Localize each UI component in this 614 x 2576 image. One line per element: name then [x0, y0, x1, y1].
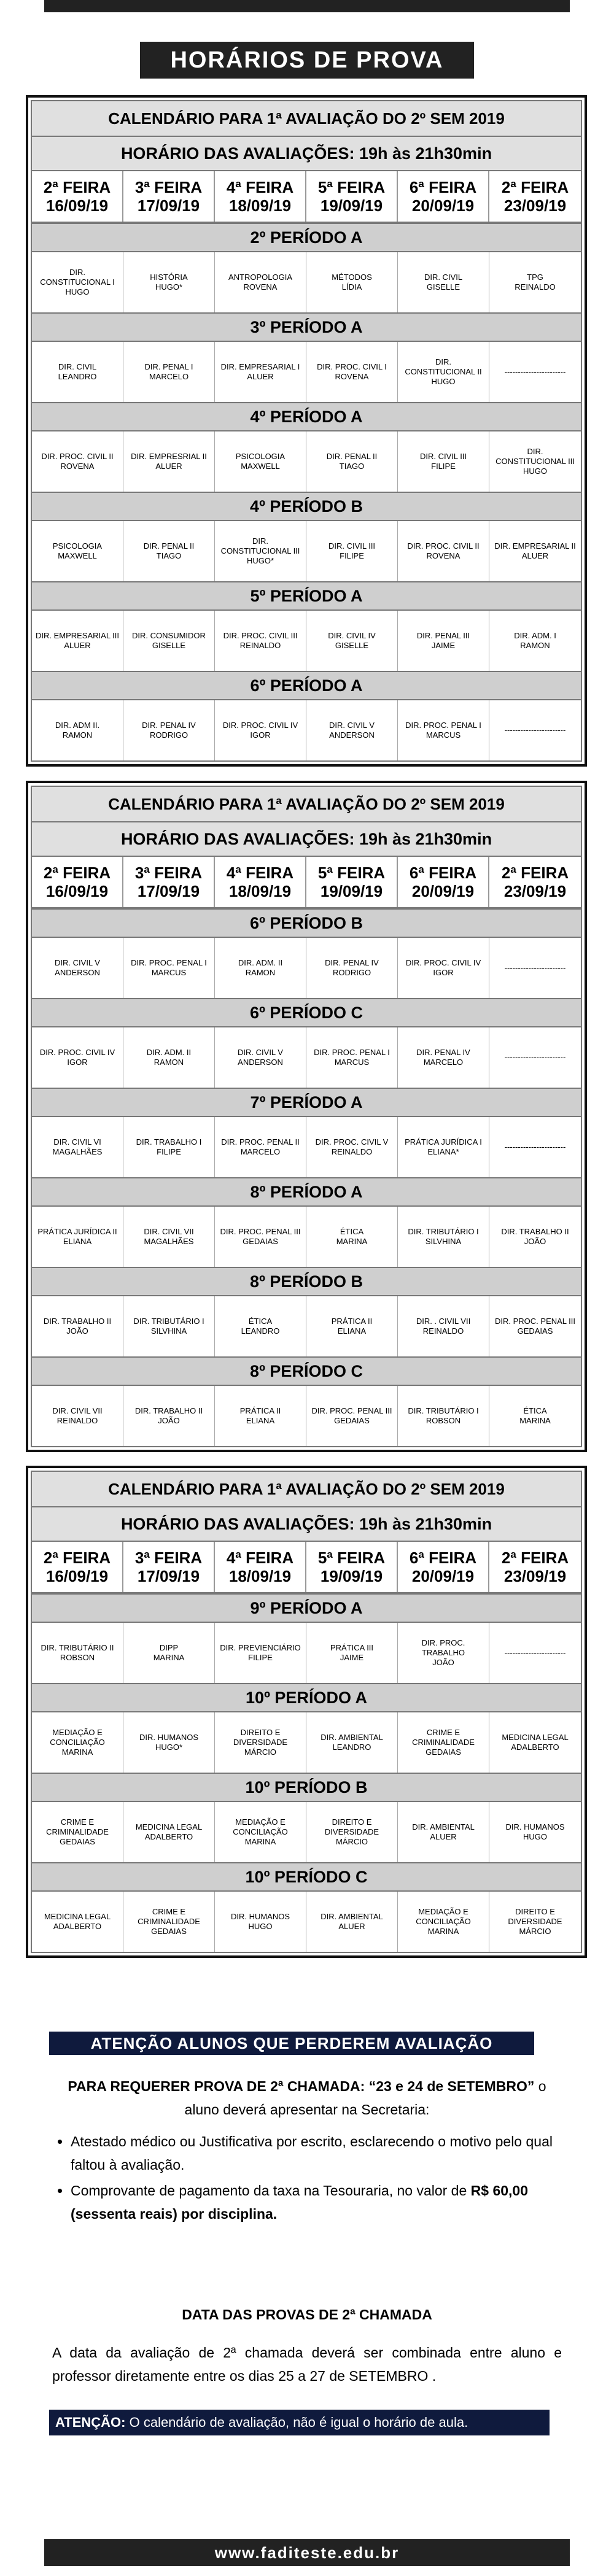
period-header: 4º PERÍODO B: [32, 492, 581, 521]
weekday-name: 3ª FEIRA: [134, 864, 203, 882]
period-header: 8º PERÍODO C: [32, 1356, 581, 1386]
weekday-header: [123, 171, 215, 222]
weekday-header: [306, 171, 398, 222]
exam-cell: PSICOLOGIA MAXWELL: [215, 431, 306, 492]
weekday-name: 4ª FEIRA: [226, 1549, 294, 1567]
weekday-header-row: [32, 171, 581, 223]
exam-cell: ANTROPOLOGIA ROVENA: [215, 252, 306, 312]
exam-cell: -----------------------: [504, 367, 566, 376]
period-header: 3º PERÍODO A: [32, 312, 581, 342]
weekday-header: [398, 1542, 489, 1592]
exam-cell: DIREITO E DIVERSIDADE MÁRCIO: [508, 1907, 562, 1936]
weekday-header: [32, 1542, 123, 1592]
weekday-name: 2ª FEIRA: [501, 1549, 569, 1567]
calendar-2: [26, 781, 587, 1452]
exam-cell: CRIME E CRIMINALIDADE GEDAIAS: [398, 1712, 489, 1773]
calendar-1: [26, 95, 587, 767]
exam-cell: DIREITO E DIVERSIDADE MÁRCIO: [306, 1802, 398, 1862]
requirement-item: [71, 2179, 562, 2226]
exam-cell: DIR. CIVIL V ANDERSON: [32, 938, 123, 998]
weekday-date: 19/09/19: [320, 196, 383, 215]
exam-row: [32, 1802, 581, 1862]
exam-cell: DIR. CONSTITUCIONAL II HUGO: [398, 342, 489, 402]
weekday-name: 6ª FEIRA: [409, 1549, 477, 1567]
weekday-name: 5ª FEIRA: [317, 864, 386, 882]
period-header: 5º PERÍODO A: [32, 581, 581, 611]
weekday-date: 20/09/19: [411, 1567, 475, 1585]
weekday-date: 16/09/19: [45, 196, 109, 215]
weekday-name: 3ª FEIRA: [134, 178, 203, 196]
exam-cell: DIR. CONSTITUCIONAL III HUGO: [495, 447, 575, 476]
weekday-date: 19/09/19: [320, 1567, 383, 1585]
exam-cell: DIR. CONSTITUCIONAL III HUGO*: [215, 521, 306, 581]
calendar-title: CALENDÁRIO PARA 1ª AVALIAÇÃO DO 2º SEM 2019: [32, 101, 581, 137]
exam-cell: DIR. PENAL I MARCELO: [123, 342, 215, 402]
exam-cell: DIR. PROC. CIVIL I ROVENA: [306, 342, 398, 402]
exam-cell: CRIME E CRIMINALIDADE GEDAIAS: [123, 1892, 215, 1952]
exam-cell: DIR. CIVIL III FILIPE: [398, 431, 489, 492]
weekday-name: 2ª FEIRA: [501, 864, 569, 882]
weekday-header: [123, 1542, 215, 1592]
exam-cell: DIR. PROC. CIVIL IV IGOR: [398, 938, 489, 998]
exam-cell: DIR. TRABALHO II JOÃO: [501, 1227, 569, 1246]
exam-cell: DIR. PROC. CIVIL IV IGOR: [215, 700, 306, 760]
weekday-header: [489, 857, 581, 907]
exam-cell: ÉTICA LEANDRO: [215, 1296, 306, 1356]
period-header: 10º PERÍODO B: [32, 1773, 581, 1802]
exam-cell: MEDIAÇÃO E CONCILIAÇÃO MARINA: [398, 1892, 489, 1952]
exam-cell: DIR. CIVIL V ANDERSON: [215, 1027, 306, 1088]
exam-cell: PRÁTICA JURÍDICA I ELIANA*: [398, 1117, 489, 1177]
period-header: 8º PERÍODO B: [32, 1267, 581, 1296]
weekday-name: 4ª FEIRA: [226, 864, 294, 882]
exam-cell: DIR. TRABALHO II JOÃO: [32, 1296, 123, 1356]
weekday-name: 2ª FEIRA: [501, 178, 569, 196]
weekday-name: 2ª FEIRA: [43, 864, 111, 882]
attention-banner: [49, 2410, 550, 2435]
exam-row: [32, 342, 581, 402]
weekday-name: 4ª FEIRA: [226, 178, 294, 196]
weekday-date: 18/09/19: [228, 882, 292, 900]
exam-row: [32, 431, 581, 492]
exam-row: [32, 1207, 581, 1267]
period-header: 4º PERÍODO A: [32, 402, 581, 431]
exam-cell: DIR. AMBIENTAL LEANDRO: [306, 1712, 398, 1773]
calendar-inner: [31, 1471, 582, 1953]
exam-cell: DIR. PROC. CIVIL V REINALDO: [306, 1117, 398, 1177]
weekday-date: 17/09/19: [137, 196, 200, 215]
exam-cell: DIR. AMBIENTAL ALUER: [306, 1892, 398, 1952]
calendar-inner: [31, 786, 582, 1447]
exam-cell: DIR. PENAL II TIAGO: [123, 521, 215, 581]
exam-row: [32, 1712, 581, 1773]
weekday-header: [306, 1542, 398, 1592]
exam-row: [32, 611, 581, 671]
fee-amount: R$ 60,00 (sessenta reais) por disciplina.: [71, 2183, 529, 2222]
exam-cell: DIR. PENAL III JAIME: [398, 611, 489, 671]
exam-cell: DIR. CIVIL VII MAGALHÃES: [123, 1207, 215, 1267]
requirement-item: [71, 2130, 562, 2176]
period-header: 9º PERÍODO A: [32, 1593, 581, 1623]
weekday-date: 18/09/19: [228, 1567, 292, 1585]
exam-cell: TPG REINALDO: [515, 273, 556, 292]
period-header: 10º PERÍODO A: [32, 1683, 581, 1712]
exam-row: [32, 1623, 581, 1683]
exam-cell: DIR. TRABALHO II JOÃO: [123, 1386, 215, 1446]
exam-row: [32, 252, 581, 312]
period-header: 2º PERÍODO A: [32, 223, 581, 252]
exam-cell: PRÁTICA JURÍDICA II ELIANA: [32, 1207, 123, 1267]
exam-cell: DIR. CIVIL LEANDRO: [32, 342, 123, 402]
weekday-date: 20/09/19: [411, 882, 475, 900]
weekday-date: 16/09/19: [45, 882, 109, 900]
weekday-header: [489, 171, 581, 222]
exam-cell: CRIME E CRIMINALIDADE GEDAIAS: [32, 1802, 123, 1862]
exam-cell: MEDICINA LEGAL ADALBERTO: [32, 1892, 123, 1952]
exam-cell: DIR. HUMANOS HUGO*: [123, 1712, 215, 1773]
exam-cell: ÉTICA MARINA: [306, 1207, 398, 1267]
exam-cell: PRÁTICA II ELIANA: [306, 1296, 398, 1356]
exam-cell: DIR. PROC. PENAL III GEDAIAS: [306, 1386, 398, 1446]
weekday-date: 19/09/19: [320, 882, 383, 900]
exam-cell: DIR. ADM II. RAMON: [32, 700, 123, 760]
calendar-3: [26, 1466, 587, 1958]
page-title: HORÁRIOS DE PROVA: [140, 42, 474, 79]
weekday-header-row: [32, 1542, 581, 1593]
weekday-date: 16/09/19: [45, 1567, 109, 1585]
weekday-header: [215, 1542, 306, 1592]
weekday-name: 6ª FEIRA: [409, 864, 477, 882]
exam-cell: -----------------------: [504, 725, 566, 735]
exam-cell: DIR. PENAL IV MARCELO: [398, 1027, 489, 1088]
request-dates: PARA REQUERER PROVA DE 2ª CHAMADA: “23 e 24 de SETEMBRO”: [68, 2078, 535, 2094]
weekday-date: 23/09/19: [503, 196, 567, 215]
exam-cell: MEDICINA LEGAL ADALBERTO: [123, 1802, 215, 1862]
exam-cell: -----------------------: [504, 1142, 566, 1151]
exam-cell: DIR. EMPRESARIAL II ALUER: [494, 541, 576, 560]
exam-cell: DIR. PROC. PENAL I MARCUS: [123, 938, 215, 998]
weekday-name: 2ª FEIRA: [43, 1549, 111, 1567]
exam-row: [32, 938, 581, 998]
weekday-name: 5ª FEIRA: [317, 1549, 386, 1567]
calendar-inner: [31, 100, 582, 762]
period-header: 7º PERÍODO A: [32, 1088, 581, 1117]
exam-cell: MEDICINA LEGAL ADALBERTO: [502, 1733, 569, 1752]
calendar-hours: HORÁRIO DAS AVALIAÇÕES: 19h às 21h30min: [32, 822, 581, 857]
exam-cell: DIR. PROC. PENAL III GEDAIAS: [215, 1207, 306, 1267]
second-call-heading: DATA DAS PROVAS DE 2ª CHAMADA: [182, 2307, 432, 2323]
exam-cell: -----------------------: [504, 963, 566, 972]
notice-heading: ATENÇÃO ALUNOS QUE PERDEREM AVALIAÇÃO: [49, 2032, 534, 2055]
request-text: o aluno deverá apresentar na Secretaria:: [184, 2078, 546, 2118]
weekday-header: [489, 1542, 581, 1592]
exam-cell: DIR. PREVIENCIÁRIO FILIPE: [215, 1623, 306, 1683]
exam-cell: DIR. TRIBUTÁRIO I ROBSON: [398, 1386, 489, 1446]
exam-cell: DIR. PROC. PENAL III GEDAIAS: [495, 1317, 575, 1336]
weekday-header: [215, 171, 306, 222]
weekday-name: 2ª FEIRA: [43, 178, 111, 196]
exam-cell: DIPP MARINA: [123, 1623, 215, 1683]
period-header: 6º PERÍODO B: [32, 908, 581, 938]
exam-cell: PRÁTICA II ELIANA: [215, 1386, 306, 1446]
exam-cell: ÉTICA MARINA: [519, 1406, 551, 1425]
exam-cell: MEDIAÇÃO E CONCILIAÇÃO MARINA: [215, 1802, 306, 1862]
exam-row: [32, 521, 581, 581]
exam-cell: DIR. PROC. CIVIL II ROVENA: [398, 521, 489, 581]
exam-cell: DIR. PENAL IV RODRIGO: [306, 938, 398, 998]
period-header: 6º PERÍODO A: [32, 671, 581, 700]
footer-url: www.faditeste.edu.br: [44, 2539, 570, 2566]
exam-cell: DIR. ADM. I RAMON: [514, 631, 556, 650]
period-header: 8º PERÍODO A: [32, 1177, 581, 1207]
exam-cell: DIR. EMPRESARIAL III ALUER: [32, 611, 123, 671]
requirements-list: [52, 2130, 562, 2228]
exam-cell: DIR. ADM. II RAMON: [215, 938, 306, 998]
weekday-name: 5ª FEIRA: [317, 178, 386, 196]
exam-cell: MEDIAÇÃO E CONCILIAÇÃO MARINA: [32, 1712, 123, 1773]
exam-cell: MÉTODOS LÍDIA: [306, 252, 398, 312]
weekday-header: [398, 857, 489, 907]
exam-cell: DIR. CIVIL VII REINALDO: [32, 1386, 123, 1446]
exam-cell: DIR. HUMANOS HUGO: [215, 1892, 306, 1952]
exam-cell: DIR. CONSTITUCIONAL I HUGO: [32, 252, 123, 312]
weekday-header: [32, 171, 123, 222]
exam-cell: -----------------------: [504, 1053, 566, 1062]
calendar-hours: HORÁRIO DAS AVALIAÇÕES: 19h às 21h30min: [32, 1507, 581, 1542]
exam-cell: DIR. PENAL II TIAGO: [306, 431, 398, 492]
exam-cell: DIR. CONSUMIDOR GISELLE: [123, 611, 215, 671]
attention-text: O calendário de avaliação, não é igual o horário de aula.: [129, 2415, 468, 2430]
exam-row: [32, 1892, 581, 1952]
exam-cell: DIR. HUMANOS HUGO: [505, 1822, 565, 1841]
exam-cell: DIR. PROC. TRABALHO JOÃO: [398, 1623, 489, 1683]
exam-cell: DIR. . CIVIL VII REINALDO: [398, 1296, 489, 1356]
period-header: 10º PERÍODO C: [32, 1862, 581, 1892]
exam-cell: DIR. TRABALHO I FILIPE: [123, 1117, 215, 1177]
weekday-header: [398, 171, 489, 222]
weekday-header: [123, 857, 215, 907]
exam-row: [32, 1386, 581, 1446]
request-paragraph: [52, 2075, 562, 2121]
exam-cell: HISTÓRIA HUGO*: [123, 252, 215, 312]
exam-cell: DIR. PROC. PENAL I MARCUS: [398, 700, 489, 760]
exam-cell: DIR. TRIBUTÁRIO II ROBSON: [32, 1623, 123, 1683]
exam-cell: DIR. PROC. PENAL II MARCELO: [215, 1117, 306, 1177]
exam-cell: DIR. PROC. CIVIL III REINALDO: [215, 611, 306, 671]
exam-cell: DIR. CIVIL VI MAGALHÃES: [32, 1117, 123, 1177]
exam-row: [32, 1117, 581, 1177]
requirement-text: Comprovante de pagamento da taxa na Tesouraria, no valor de: [71, 2183, 471, 2199]
weekday-name: 6ª FEIRA: [409, 178, 477, 196]
calendar-title: CALENDÁRIO PARA 1ª AVALIAÇÃO DO 2º SEM 2019: [32, 787, 581, 822]
second-call-text: A data da avaliação de 2ª chamada deverá ser combinada entre aluno e professor diretamente entre os dias 25 a 27 de SETEMBRO .: [52, 2345, 562, 2384]
weekday-header: [32, 857, 123, 907]
exam-cell: DIREITO E DIVERSIDADE MÁRCIO: [215, 1712, 306, 1773]
period-header: 6º PERÍODO C: [32, 998, 581, 1027]
exam-cell: DIR. TRIBUTÁRIO I SILVHINA: [123, 1296, 215, 1356]
exam-cell: DIR. ADM. II RAMON: [123, 1027, 215, 1088]
exam-cell: DIR. EMPRESRIAL II ALUER: [123, 431, 215, 492]
exam-cell: DIR. CIVIL III FILIPE: [306, 521, 398, 581]
top-header-bar: [44, 0, 570, 12]
weekday-header: [306, 857, 398, 907]
exam-cell: DIR. EMPRESARIAL I ALUER: [215, 342, 306, 402]
exam-cell: DIR. CIVIL IV GISELLE: [306, 611, 398, 671]
exam-cell: DIR. CIVIL GISELLE: [398, 252, 489, 312]
exam-cell: PRÁTICA III JAIME: [306, 1623, 398, 1683]
exam-cell: PSICOLOGIA MAXWELL: [32, 521, 123, 581]
weekday-date: 20/09/19: [411, 196, 475, 215]
attention-label: ATENÇÃO:: [55, 2415, 126, 2430]
calendar-hours: HORÁRIO DAS AVALIAÇÕES: 19h às 21h30min: [32, 137, 581, 171]
weekday-header: [215, 857, 306, 907]
exam-row: [32, 700, 581, 760]
exam-cell: DIR. PROC. PENAL I MARCUS: [306, 1027, 398, 1088]
weekday-date: 18/09/19: [228, 196, 292, 215]
exam-cell: DIR. TRIBUTÁRIO I SILVHINA: [398, 1207, 489, 1267]
exam-cell: DIR. PROC. CIVIL II ROVENA: [32, 431, 123, 492]
exam-cell: DIR. CIVIL V ANDERSON: [306, 700, 398, 760]
weekday-header-row: [32, 857, 581, 908]
weekday-date: 17/09/19: [137, 882, 200, 900]
exam-row: [32, 1027, 581, 1088]
weekday-name: 3ª FEIRA: [134, 1549, 203, 1567]
exam-cell: -----------------------: [504, 1648, 566, 1657]
weekday-date: 23/09/19: [503, 882, 567, 900]
calendar-title: CALENDÁRIO PARA 1ª AVALIAÇÃO DO 2º SEM 2019: [32, 1472, 581, 1507]
exam-cell: DIR. PENAL IV RODRIGO: [123, 700, 215, 760]
exam-cell: DIR. AMBIENTAL ALUER: [398, 1802, 489, 1862]
weekday-date: 17/09/19: [137, 1567, 200, 1585]
exam-row: [32, 1296, 581, 1356]
exam-cell: DIR. PROC. CIVIL IV IGOR: [32, 1027, 123, 1088]
weekday-date: 23/09/19: [503, 1567, 567, 1585]
requirement-text: Atestado médico ou Justificativa por escrito, esclarecendo o motivo pelo qual faltou à avaliação.: [71, 2133, 553, 2173]
